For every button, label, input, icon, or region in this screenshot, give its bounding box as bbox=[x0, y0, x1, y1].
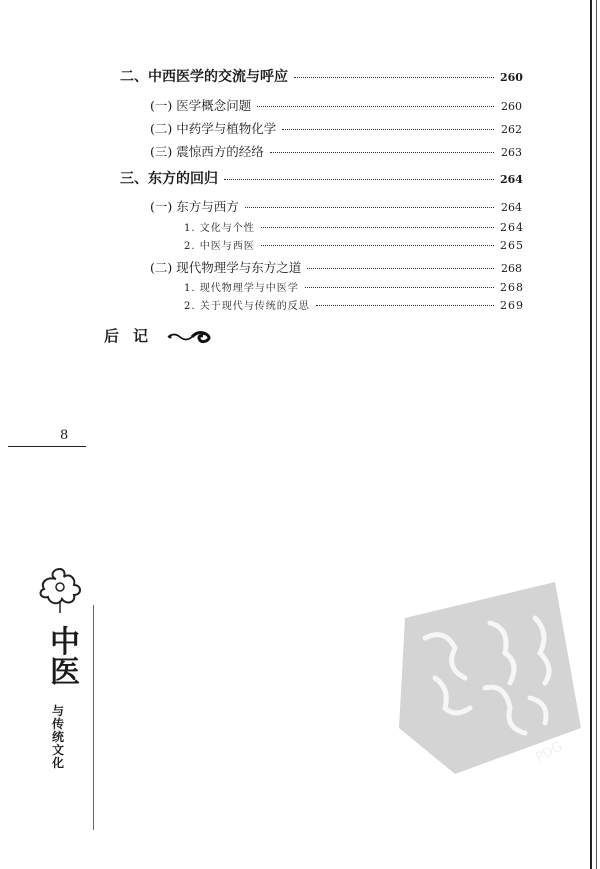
toc-entry-page: 269 bbox=[500, 299, 524, 312]
toc-entry-title: (一) 医学概念问题 bbox=[150, 98, 252, 113]
toc-leader-dots bbox=[261, 227, 494, 228]
toc-entry[interactable] bbox=[120, 66, 522, 86]
book-title-vertical: 与传统文化 bbox=[51, 704, 64, 770]
toc-entry-title: 二、中西医学的交流与呼应 bbox=[120, 69, 288, 85]
toc-entry-page: 260 bbox=[501, 100, 522, 113]
toc-entry-title: (二) 中药学与植物化学 bbox=[150, 121, 277, 136]
toc-entry[interactable] bbox=[120, 168, 522, 188]
toc-entry[interactable] bbox=[184, 219, 522, 234]
toc-entry-page: 262 bbox=[501, 123, 522, 136]
library-stamp-watermark bbox=[395, 578, 585, 778]
toc-leader-dots bbox=[282, 129, 494, 130]
toc-leader-dots bbox=[224, 179, 494, 180]
toc-entry-title: 三、东方的回归 bbox=[120, 171, 218, 187]
toc-entry-page: 265 bbox=[500, 239, 524, 252]
toc-entry-title: 2. 关于现代与传统的反思 bbox=[184, 301, 310, 312]
toc-leader-dots bbox=[307, 268, 494, 269]
toc-leader-dots bbox=[294, 77, 494, 78]
toc-entry[interactable] bbox=[184, 297, 522, 312]
page-number-rule bbox=[8, 446, 86, 447]
toc-entry-page: 264 bbox=[501, 201, 522, 214]
toc-entry-page: 268 bbox=[500, 281, 524, 294]
toc-entry[interactable] bbox=[150, 119, 522, 137]
toc-entry-title: 2. 中医与西医 bbox=[184, 241, 255, 252]
stamp-label: PDG bbox=[533, 739, 566, 766]
toc-entry-title: (三) 震惊西方的经络 bbox=[150, 144, 264, 159]
toc-entry-title: (一) 东方与西方 bbox=[150, 199, 239, 214]
afterword-heading[interactable] bbox=[104, 325, 214, 346]
toc-entry-page: 268 bbox=[501, 262, 522, 275]
toc-entry-page: 260 bbox=[500, 71, 523, 84]
toc-leader-dots bbox=[316, 305, 494, 306]
toc-entry[interactable] bbox=[150, 142, 522, 160]
toc-entry[interactable] bbox=[184, 279, 522, 294]
toc-entry[interactable] bbox=[150, 258, 522, 276]
toc-entry[interactable] bbox=[184, 237, 522, 252]
toc-entry[interactable] bbox=[150, 96, 522, 114]
cloud-ornament-icon bbox=[30, 565, 90, 615]
afterword-label: 后记 bbox=[104, 327, 163, 345]
scroll-ornament-icon bbox=[166, 328, 214, 344]
toc-entry-page: 264 bbox=[500, 221, 524, 234]
toc-entry-title: 1. 文化与个性 bbox=[184, 223, 255, 234]
page-number: 8 bbox=[60, 428, 69, 443]
binding-edge bbox=[590, 0, 592, 869]
toc-entry-title: (二) 现代物理学与东方之道 bbox=[150, 260, 302, 275]
toc-entry-page: 264 bbox=[500, 173, 523, 186]
book-title-calligraphy: 中医 bbox=[50, 625, 80, 690]
toc-leader-dots bbox=[270, 152, 494, 153]
toc-entry[interactable] bbox=[150, 197, 522, 215]
margin-vertical-rule bbox=[93, 605, 94, 830]
toc-leader-dots bbox=[257, 106, 494, 107]
toc-leader-dots bbox=[305, 287, 494, 288]
toc-leader-dots bbox=[245, 207, 494, 208]
toc-entry-title: 1. 现代物理学与中医学 bbox=[184, 283, 299, 294]
binding-edge-inner bbox=[596, 0, 597, 869]
toc-leader-dots bbox=[261, 245, 494, 246]
toc-entry-page: 263 bbox=[501, 146, 522, 159]
